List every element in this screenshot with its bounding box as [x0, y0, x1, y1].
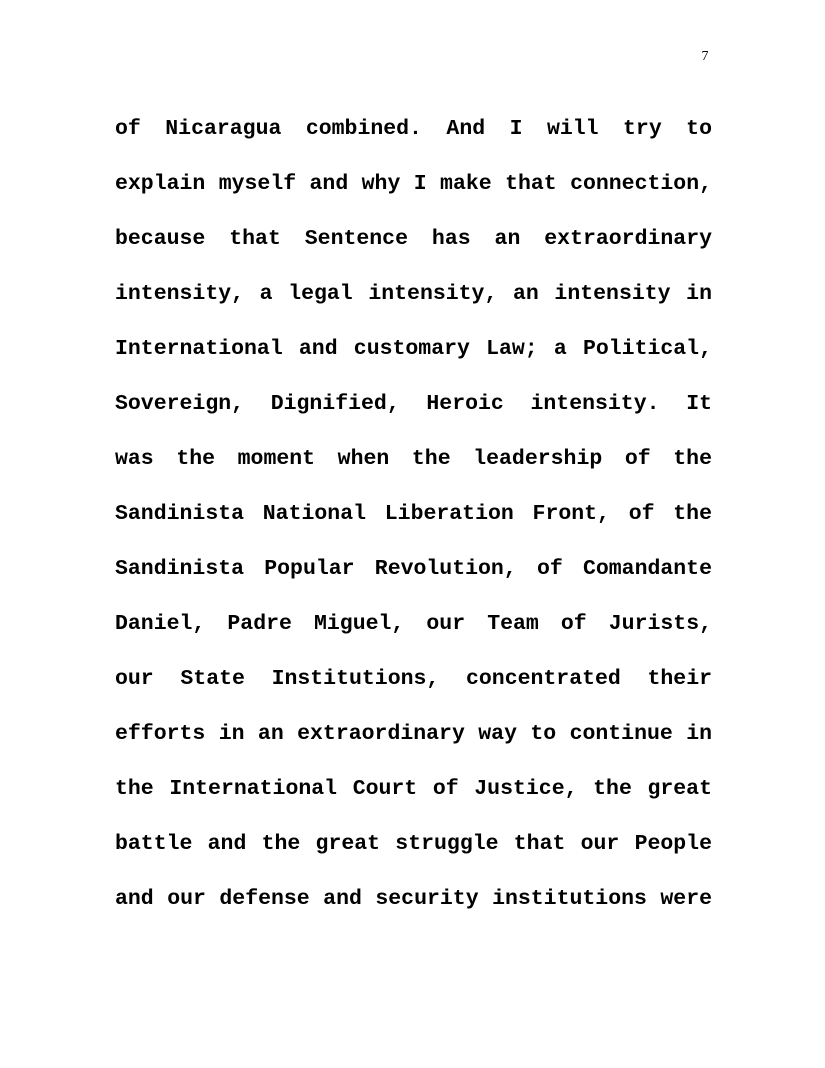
text-line: was the moment when the leadership of the	[115, 447, 712, 471]
text-line: and our defense and security institutions were	[115, 887, 712, 911]
text-line: battle and the great struggle that our People	[115, 832, 712, 856]
text-line: Daniel, Padre Miguel, our Team of Jurists,	[115, 612, 712, 636]
text-line: of Nicaragua combined. And I will try to	[115, 117, 712, 141]
text-line: because that Sentence has an extraordinary	[115, 227, 712, 251]
text-line: Sovereign, Dignified, Heroic intensity. It	[115, 392, 712, 416]
text-line: explain myself and why I make that connection,	[115, 172, 712, 196]
page-number: 7	[701, 49, 709, 64]
text-line: Sandinista National Liberation Front, of the	[115, 502, 712, 526]
text-line: efforts in an extraordinary way to continue in	[115, 722, 712, 746]
text-line: our State Institutions, concentrated their	[115, 667, 712, 691]
body-text	[115, 110, 712, 935]
text-line: intensity, a legal intensity, an intensity in	[115, 282, 712, 306]
text-line: Sandinista Popular Revolution, of Comandante	[115, 557, 712, 581]
text-line: the International Court of Justice, the great	[115, 777, 712, 801]
text-line: International and customary Law; a Political,	[115, 337, 712, 361]
